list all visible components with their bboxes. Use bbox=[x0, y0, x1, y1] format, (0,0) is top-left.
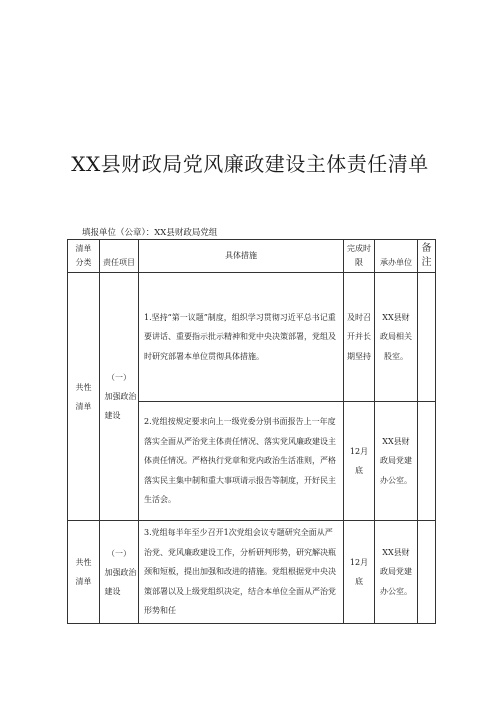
measure-cell: 2.党组按规定要求向上一级党委分别书面报告上一年度落实全面从严治党主体责任情况、落实党风廉政建设主体责任情况。严格执行党章和党内政治生活准则，严格落实民主集中制和重大事项请示报告等制度，开好民主生活会。 bbox=[139, 402, 344, 521]
item-cell bbox=[100, 521, 139, 624]
deadline-cell: 及时召 开并长 期坚持 bbox=[344, 273, 375, 402]
table-header-row bbox=[68, 240, 436, 273]
header-note: 备 注 bbox=[418, 240, 436, 273]
deadline-cell: 12月 底 bbox=[344, 521, 375, 624]
department-cell: XX县财 政局相关 股室。 bbox=[375, 273, 418, 402]
measure-cell: 1.坚持“第一议题”制度，组织学习贯彻习近平总书记重要讲话、重要指示批示精神和党中央决策部署，党组及时研究部署本单位贯彻具体措施。 bbox=[139, 273, 344, 402]
header-item: 责任项目 bbox=[100, 240, 139, 273]
department-cell: XX县财 政局党建 办公室。 bbox=[375, 402, 418, 521]
item-name: 加强政治 建设 bbox=[104, 567, 137, 596]
responsibility-table bbox=[67, 239, 436, 624]
item-cell bbox=[100, 273, 139, 521]
note-cell bbox=[418, 402, 436, 521]
department-cell: XX县财 政局党建 办公室。 bbox=[375, 521, 418, 624]
header-department: 承办单位 bbox=[375, 240, 418, 273]
deadline-cell: 12月 底 bbox=[344, 402, 375, 521]
header-deadline: 完成时 限 bbox=[344, 240, 375, 273]
table-row bbox=[68, 521, 436, 624]
header-measures: 具体措施 bbox=[139, 240, 344, 273]
header-category: 清单 分类 bbox=[68, 240, 100, 273]
table-row bbox=[68, 273, 436, 402]
measure-cell: 3.党组每半年至少召开1次党组会议专题研究全面从严治党、党风廉政建设工作，分析研判形势，研究解决瓶颈和短板，提出加强和改进的措施。党组根据党中央决策部署以及上级党组织决定，结合本单位全面从严治党形势和任 bbox=[139, 521, 344, 624]
item-number: （一） bbox=[107, 548, 131, 558]
category-cell: 共性 清单 bbox=[68, 521, 100, 624]
note-cell bbox=[418, 521, 436, 624]
note-cell bbox=[418, 273, 436, 402]
item-name: 加强政治 建设 bbox=[104, 392, 137, 420]
item-number: （一） bbox=[107, 373, 131, 382]
category-cell: 共性 清单 bbox=[68, 273, 100, 521]
document-title: XX县财政局党风廉政建设主体责任清单 bbox=[71, 152, 429, 176]
fill-unit-label: 填报单位（公章）：XX县财政局党组 bbox=[82, 228, 218, 238]
